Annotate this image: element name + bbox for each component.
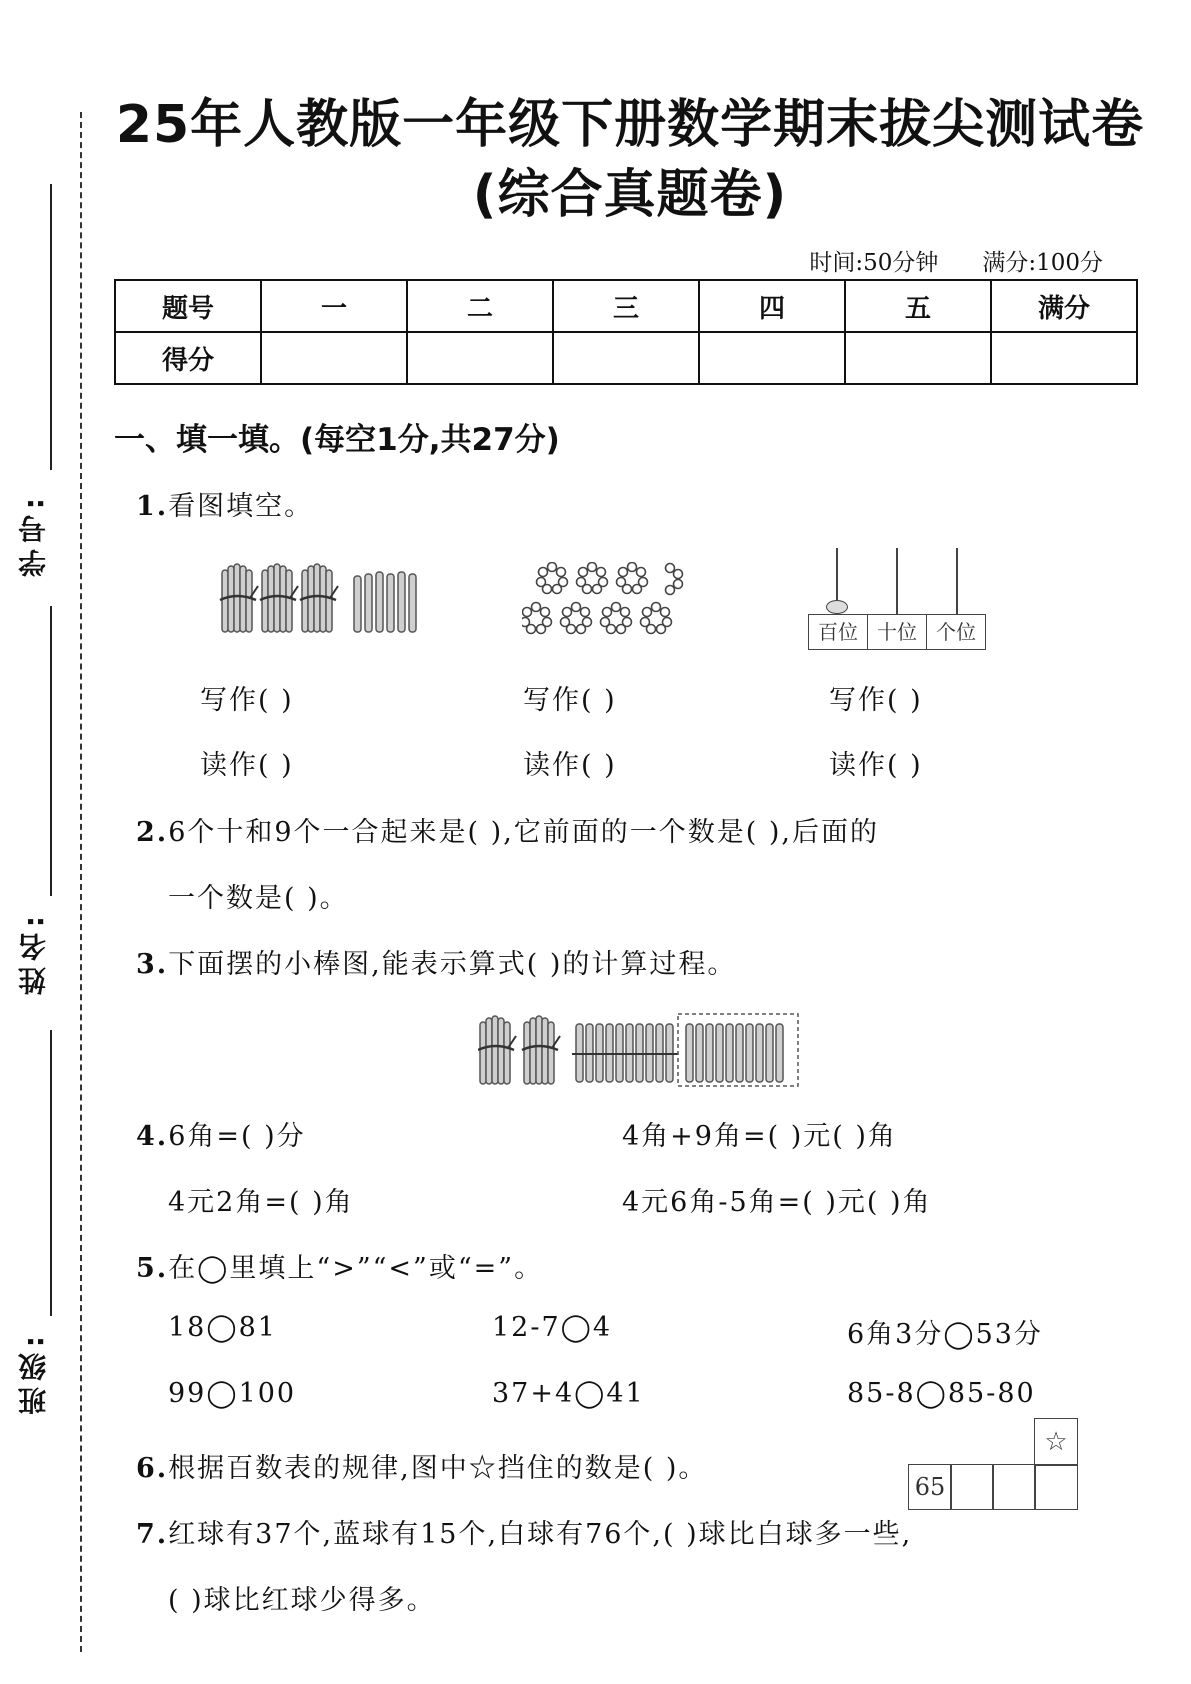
question-4d: 4元6角-5角=( )元( )角 [622,1187,932,1218]
place-label-ones: 个位 [936,620,976,644]
question-4 [136,1114,306,1153]
score-table-score-row [115,332,1137,384]
binding-dashed-line [80,112,82,1652]
header-cell: 三 [553,280,699,332]
single-sticks [354,572,416,632]
write-answer-c: 写作( ) [829,685,923,716]
name-label: 姓名: [17,910,50,996]
bead-ring [601,603,632,634]
bead-groups-figure [522,562,712,642]
hundred-chart-cell [1034,1464,1078,1510]
class-label: 班级: [17,1330,50,1416]
time-limit: 时间:50分钟 [809,250,939,276]
header-cell: 题号 [115,280,261,332]
question-4c: 4元2角=( )角 [168,1187,354,1218]
stick-bundles-figure [218,562,428,642]
score-cell[interactable] [845,332,991,384]
score-table-header-row [115,280,1137,332]
question-number: 5. [136,1253,169,1284]
question-2 [136,810,879,849]
header-cell: 五 [845,280,991,332]
page-subtitle: (综合真题卷) [472,165,788,225]
header-cell: 四 [699,280,845,332]
header-cell: 一 [261,280,407,332]
class-write-line [50,1030,52,1316]
abacus-bead [826,600,848,614]
exam-meta [765,244,1103,277]
question-4a: 6角=( )分 [168,1121,306,1152]
stick-bundle [522,1016,560,1084]
compare-item: 85-8◯85-80 [847,1378,1036,1409]
bead-partial [666,564,683,595]
question-text: 下面摆的小棒图,能表示算式( )的计算过程。 [168,949,737,980]
write-answer-a: 写作( ) [200,685,294,716]
read-answer-a: 读作( ) [200,750,294,781]
write-answer-b: 写作( ) [523,685,617,716]
header-cell: 满分 [991,280,1137,332]
question-text: 红球有37个,蓝球有15个,白球有76个,( )球比白球多一些, [168,1519,913,1550]
question-number: 6. [136,1453,169,1484]
section-1-heading: 一、填一填。(每空1分,共27分) [114,422,560,458]
question-7-continued: ( )球比红球少得多。 [168,1585,436,1616]
question-2-continued: 一个数是( )。 [168,883,349,914]
page-title: 25年人教版一年级下册数学期末拔尖测试卷 [115,95,1145,155]
question-number: 4. [136,1121,169,1152]
question-text: 看图填空。 [168,491,314,522]
question-text: 根据百数表的规律,图中☆挡住的数是( )。 [168,1453,708,1484]
bead-ring [641,603,672,634]
full-score: 满分:100分 [982,250,1103,276]
abacus-figure [808,548,984,648]
stick-subtraction-figure [478,1010,818,1090]
hundred-chart-cell: 65 [908,1464,952,1510]
question-5 [136,1246,543,1285]
header-cell: 二 [407,280,553,332]
stick-bundle [300,564,338,632]
abacus-place-labels [808,614,986,650]
score-cell[interactable] [991,332,1137,384]
compare-item: 99◯100 [168,1378,297,1409]
compare-item: 6角3分◯53分 [847,1319,1043,1350]
circled-sticks [686,1024,783,1082]
read-answer-c: 读作( ) [829,750,923,781]
stick-bundle [220,564,258,632]
bead-ring [617,563,648,594]
read-answer-b: 读作( ) [523,750,617,781]
question-number: 1. [136,491,169,522]
score-cell[interactable] [261,332,407,384]
place-label-tens: 十位 [868,615,927,649]
loose-sticks [572,1024,678,1082]
question-text: 在◯里填上“>”“<”或“=”。 [168,1253,544,1284]
question-6 [136,1446,707,1485]
abacus-rod [896,548,898,614]
hundred-chart-cell [950,1464,994,1510]
hundred-chart-fragment [908,1418,1078,1510]
hundred-chart-cell [992,1464,1036,1510]
question-number: 3. [136,949,169,980]
compare-item: 37+4◯41 [492,1378,645,1409]
question-3 [136,942,736,981]
question-7 [136,1512,912,1551]
abacus-rod [956,548,958,614]
stick-bundle [260,564,298,632]
bead-ring [561,603,592,634]
question-number: 2. [136,817,169,848]
score-table [114,279,1138,385]
place-label-hundreds: 百位 [809,615,868,649]
score-cell[interactable] [699,332,845,384]
student-id-label: 学号: [17,492,50,578]
question-number: 7. [136,1519,169,1550]
bead-ring [577,563,608,594]
bead-ring [522,603,552,634]
stick-bundle [478,1016,516,1084]
score-cell[interactable] [553,332,699,384]
score-cell[interactable] [407,332,553,384]
question-text: 6个十和9个一合起来是( ),它前面的一个数是( ),后面的 [168,817,880,848]
compare-item: 18◯81 [168,1312,277,1343]
star-icon: ☆ [1034,1418,1078,1466]
question-1 [136,484,313,523]
name-write-line [50,606,52,896]
score-row-label: 得分 [115,332,261,384]
compare-item: 12-7◯4 [492,1312,613,1343]
question-4b: 4角+9角=( )元( )角 [622,1121,897,1152]
bead-ring [537,563,568,594]
student-id-write-line [50,184,52,470]
